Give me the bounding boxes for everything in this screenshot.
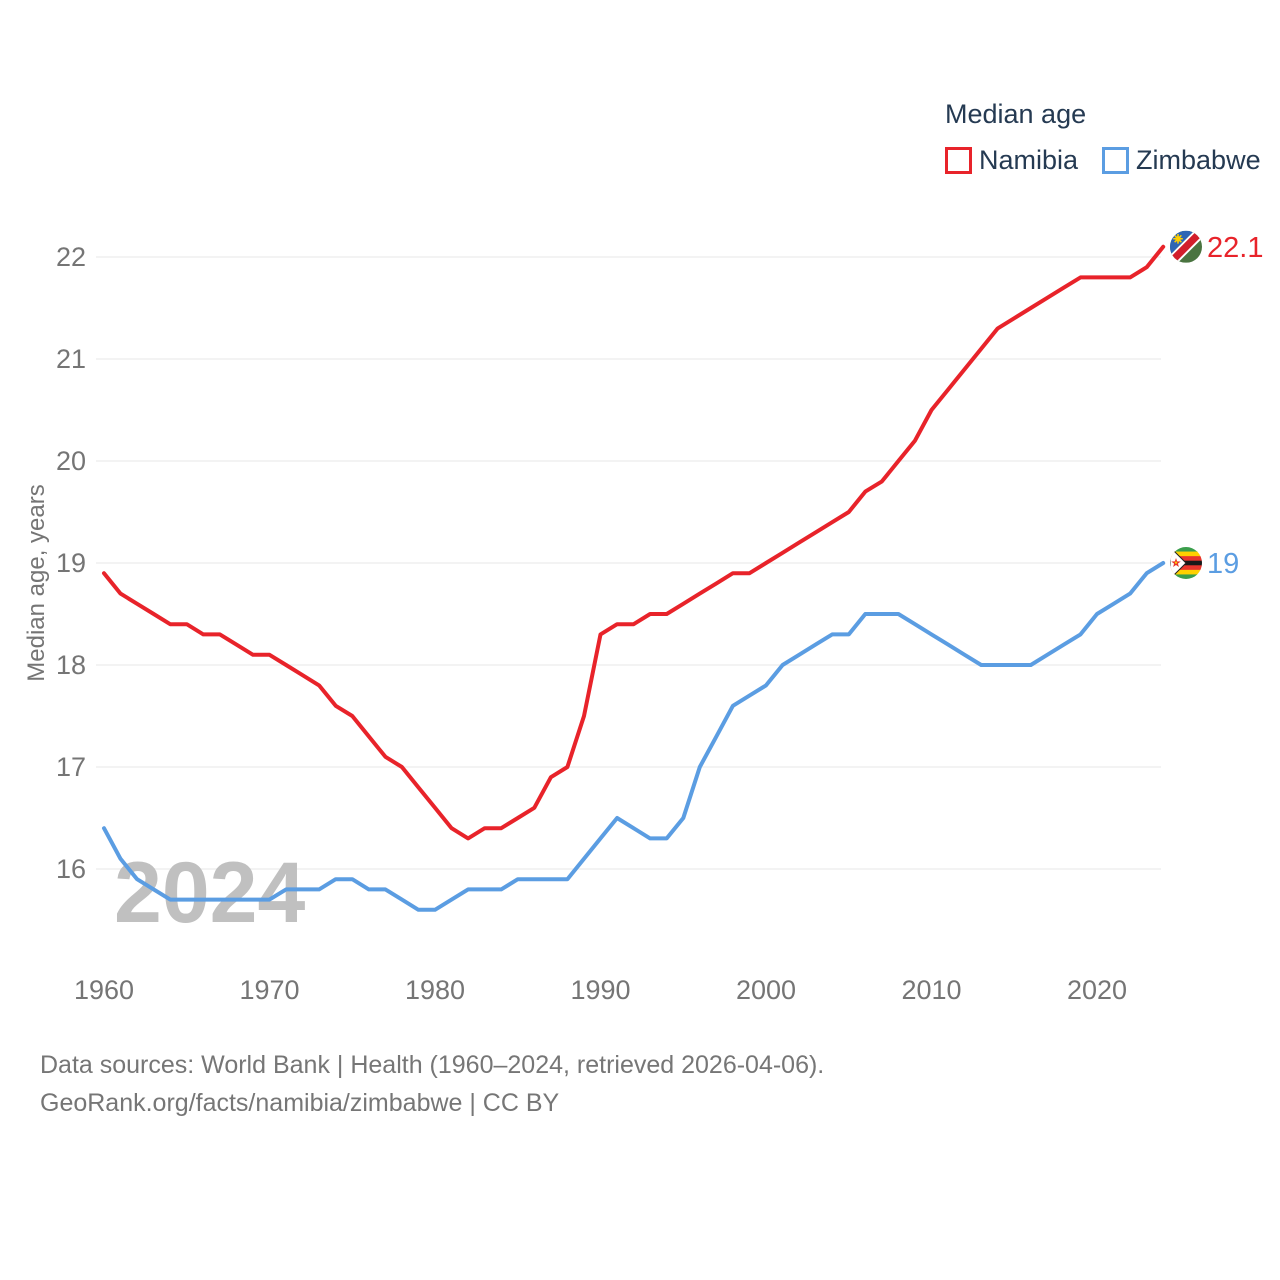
- legend-items: [945, 145, 1261, 176]
- legend-title: Median age: [945, 99, 1087, 129]
- namibia-flag-icon: [1170, 231, 1210, 271]
- zimbabwe-flag-icon: [1170, 547, 1202, 579]
- zimbabwe-end-label: 19: [1207, 548, 1240, 580]
- x-tick-label: 1970: [239, 975, 300, 1005]
- footer: [40, 1046, 824, 1122]
- y-tick-label: 16: [55, 854, 86, 884]
- y-tick-label: 19: [55, 548, 86, 578]
- footer-attribution: GeoRank.org/facts/namibia/zimbabwe | CC BY: [40, 1089, 560, 1117]
- y-tick-label: 22: [55, 242, 86, 272]
- y-tick-label: 21: [55, 344, 86, 374]
- legend-item-zimbabwe[interactable]: [1102, 145, 1261, 176]
- y-tick-label: 17: [55, 752, 86, 782]
- x-tick-label: 2000: [735, 975, 797, 1005]
- legend-label-zimbabwe: Zimbabwe: [1136, 145, 1261, 175]
- legend: [945, 99, 1261, 176]
- x-tick-label: 1960: [73, 975, 135, 1005]
- namibia-end-label: 22.1: [1207, 231, 1264, 264]
- namibia-line[interactable]: [104, 247, 1163, 839]
- footer-sources: Data sources: World Bank | Health (1960–2024, retrieved 2026-04-06).: [40, 1051, 825, 1079]
- x-tick-label: 1980: [404, 975, 466, 1005]
- watermark-year: 2024: [114, 845, 306, 941]
- y-tick-label: 18: [55, 650, 86, 680]
- namibia-swatch-icon: [945, 147, 972, 174]
- y-tick-label: 20: [55, 446, 86, 476]
- y-axis-title: Median age, years: [23, 484, 50, 682]
- x-tick-label: 1990: [570, 975, 631, 1005]
- legend-item-namibia[interactable]: [945, 145, 1078, 176]
- zimbabwe-swatch-icon: [1102, 147, 1129, 174]
- x-tick-label: 2010: [901, 975, 962, 1005]
- legend-label-namibia: Namibia: [979, 145, 1079, 175]
- x-tick-label: 2020: [1066, 975, 1128, 1005]
